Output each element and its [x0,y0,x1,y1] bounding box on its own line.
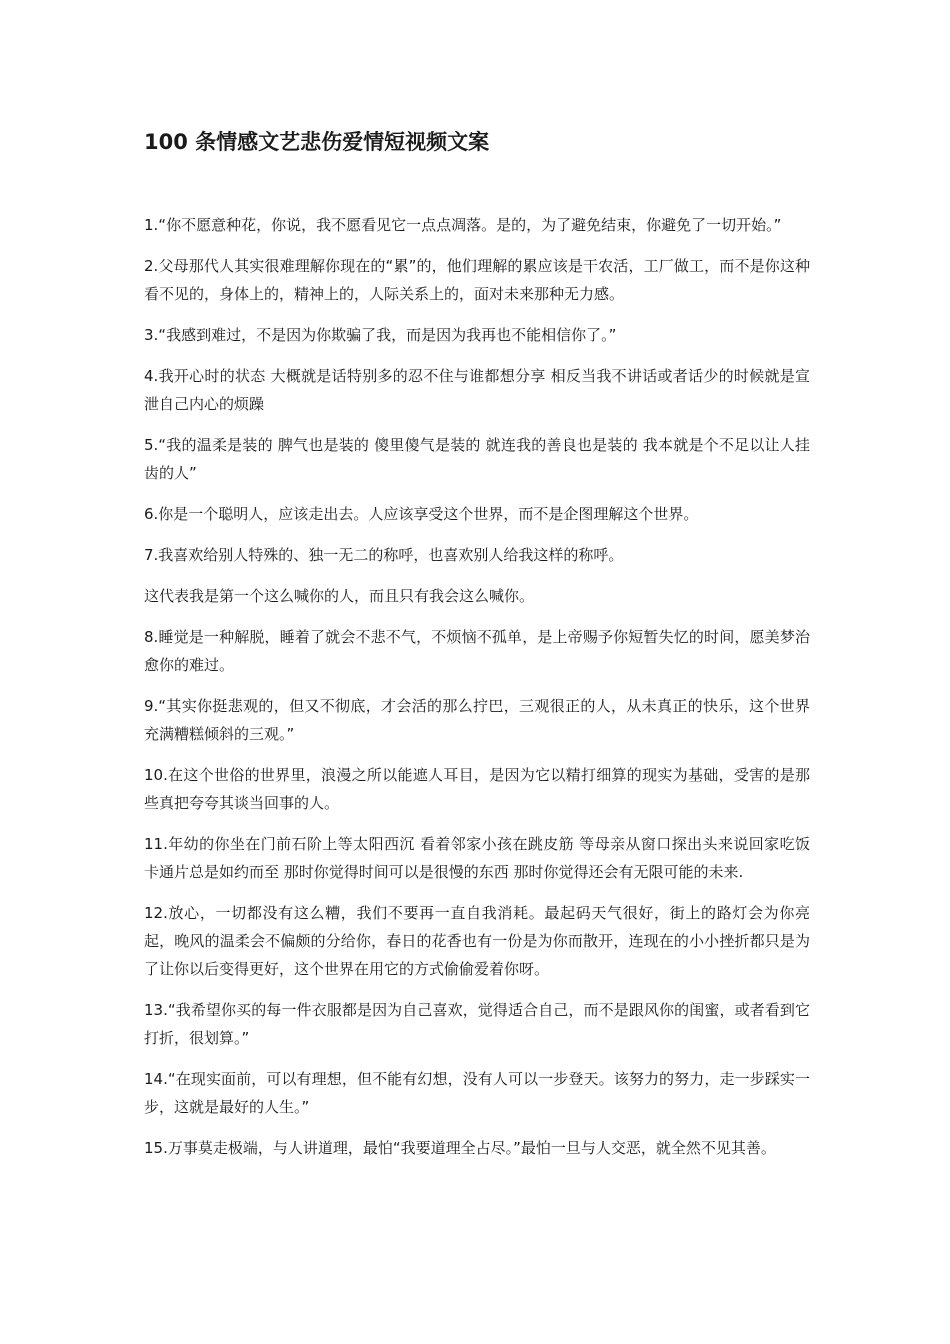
paragraph-10: 10.在这个世俗的世界里，浪漫之所以能遮人耳目，是因为它以精打细算的现实为基础，受害的是那些真把夸夸其谈当回事的人。 [144,766,810,812]
paragraph-3: 3.“我感到难过，不是因为你欺骗了我，而是因为我再也不能相信你了。” [144,326,617,344]
paragraph-2: 2.父母那代人其实很难理解你现在的“累”的，他们理解的累应该是干农活，工厂做工，而不是你这种看不见的，身体上的，精神上的，人际关系上的，面对未来那种无力感。 [144,257,810,303]
paragraph-7-continued: 这代表我是第一个这么喊你的人，而且只有我会这么喊你。 [144,587,535,605]
paragraph-8: 8.睡觉是一种解脱，睡着了就会不悲不气，不烦恼不孤单，是上帝赐予你短暂失忆的时间，愿美梦治愈你的难过。 [144,628,810,674]
document-title: 100 条情感文艺悲伤爱情短视频文案 [144,130,490,154]
document-body [144,211,810,1175]
paragraph-14: 14.“在现实面前，可以有理想，但不能有幻想，没有人可以一步登天。该努力的努力，走一步踩实一步，这就是最好的人生。” [144,1070,810,1116]
paragraph-7: 7.我喜欢给别人特殊的、独一无二的称呼，也喜欢别人给我这样的称呼。 [144,546,624,564]
paragraph-12: 12.放心，一切都没有这么糟，我们不要再一直自我消耗。最起码天气很好，街上的路灯会为你亮起，晚风的温柔会不偏颇的分给你，春日的花香也有一份是为你而散开，连现在的小小挫折都只是为了让你以后变得更好，这个世界在用它的方式偷偷爱着你呀。 [144,904,810,978]
paragraph-15: 15.万事莫走极端，与人讲道理，最怕“我要道理全占尽。”最怕一旦与人交恶，就全然不见其善。 [144,1139,776,1157]
paragraph-1: 1.“你不愿意种花，你说，我不愿看见它一点点凋落。是的，为了避免结束，你避免了一切开始。” [144,216,782,234]
paragraph-13: 13.“我希望你买的每一件衣服都是因为自己喜欢，觉得适合自己，而不是跟风你的闺蜜，或者看到它打折，很划算。” [144,1001,810,1047]
paragraph-9: 9.“其实你挺悲观的，但又不彻底，才会活的那么拧巴，三观很正的人，从未真正的快乐，这个世界充满糟糕倾斜的三观。” [144,697,810,743]
paragraph-11: 11.年幼的你坐在门前石阶上等太阳西沉 看着邻家小孩在跳皮筋 等母亲从窗口探出头来说回家吃饭 卡通片总是如约而至 那时你觉得时间可以是很慢的东西 那时你觉得还会有无限可能的未来. [144,835,810,881]
paragraph-5: 5.“我的温柔是装的 脾气也是装的 傻里傻气是装的 就连我的善良也是装的 我本就是个不足以让人挂齿的人” [144,436,810,482]
paragraph-4: 4.我开心时的状态 大概就是话特别多的忍不住与谁都想分享 相反当我不讲话或者话少的时候就是宣泄自己内心的烦躁 [144,367,810,413]
paragraph-6: 6.你是一个聪明人，应该走出去。人应该享受这个世界，而不是企图理解这个世界。 [144,505,699,523]
